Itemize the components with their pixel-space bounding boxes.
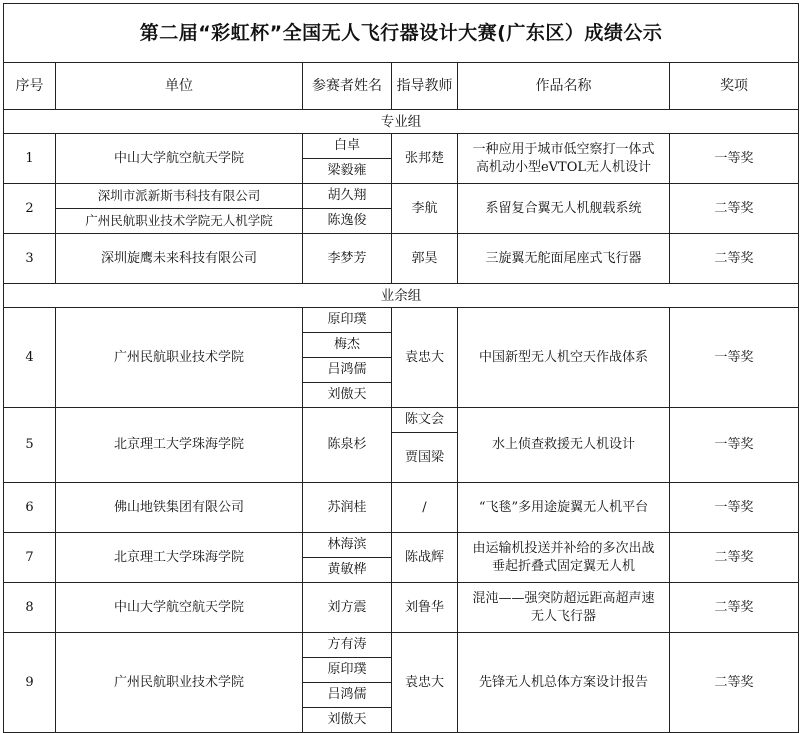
work-title-cell bbox=[458, 583, 670, 633]
unit-cell: 广州民航职业技术学院无人机学院 bbox=[56, 209, 303, 234]
table-row bbox=[4, 184, 799, 209]
results-document bbox=[3, 3, 798, 733]
award-cell: 一等奖 bbox=[670, 134, 799, 184]
group-row bbox=[4, 284, 799, 308]
participant-cell: 原印璞 bbox=[303, 308, 392, 333]
teacher-cell: / bbox=[392, 483, 458, 533]
unit-cell: 中山大学航空航天学院 bbox=[56, 583, 303, 633]
participant-cell: 刘傲天 bbox=[303, 383, 392, 408]
teacher-cell: 陈战辉 bbox=[392, 533, 458, 583]
award-cell: 一等奖 bbox=[670, 483, 799, 533]
group-label: 专业组 bbox=[4, 110, 799, 134]
results-table bbox=[3, 3, 799, 733]
group-label: 业余组 bbox=[4, 284, 799, 308]
participant-cell: 林海滨 bbox=[303, 533, 392, 558]
row-number: 4 bbox=[4, 308, 56, 408]
unit-cell: 深圳旋鹰未来科技有限公司 bbox=[56, 234, 303, 284]
work-title-line: 中国新型无人机空天作战体系 bbox=[478, 349, 648, 365]
work-title-line: 一种应用于城市低空察打一体式 bbox=[472, 141, 655, 157]
award-cell: 二等奖 bbox=[670, 583, 799, 633]
work-title-cell bbox=[458, 308, 670, 408]
participant-cell: 陈泉杉 bbox=[303, 408, 392, 483]
participant-cell: 陈逸俊 bbox=[303, 209, 392, 234]
participant-cell: 胡久翔 bbox=[303, 184, 392, 209]
participant-cell: 梅杰 bbox=[303, 333, 392, 358]
header-unit: 单位 bbox=[56, 63, 303, 110]
work-title-cell bbox=[458, 184, 670, 234]
participant-cell: 白卓 bbox=[303, 134, 392, 159]
work-title-line: 水上侦查救援无人机设计 bbox=[491, 437, 635, 452]
work-title-line: 无人飞行器 bbox=[530, 608, 596, 624]
table-row bbox=[4, 408, 799, 433]
work-title-cell bbox=[458, 408, 670, 483]
teacher-cell: 贾国梁 bbox=[392, 433, 458, 483]
row-number: 5 bbox=[4, 408, 56, 483]
teacher-cell: 李航 bbox=[392, 184, 458, 234]
page-title: 第二届“彩虹杯”全国无人飞行器设计大赛(广东区）成绩公示 bbox=[4, 4, 799, 63]
teacher-cell: 袁忠大 bbox=[392, 308, 458, 408]
unit-cell: 中山大学航空航天学院 bbox=[56, 134, 303, 184]
header-row bbox=[4, 63, 799, 110]
participant-cell: 黄敏桦 bbox=[303, 558, 392, 583]
unit-cell: 广州民航职业技术学院 bbox=[56, 308, 303, 408]
header-work: 作品名称 bbox=[458, 63, 670, 110]
work-title-line: “飞毯”多用途旋翼无人机平台 bbox=[478, 499, 649, 515]
header-participants: 参赛者姓名 bbox=[303, 63, 392, 110]
award-cell: 二等奖 bbox=[670, 184, 799, 234]
award-cell: 二等奖 bbox=[670, 234, 799, 284]
table-row bbox=[4, 633, 799, 658]
participant-cell: 苏润桂 bbox=[303, 483, 392, 533]
teacher-cell: 张邦楚 bbox=[392, 134, 458, 184]
unit-cell: 深圳市派新斯韦科技有限公司 bbox=[56, 184, 303, 209]
work-title-line: 垂起折叠式固定翼无人机 bbox=[491, 558, 635, 574]
participant-cell: 梁毅雍 bbox=[303, 159, 392, 184]
table-row bbox=[4, 533, 799, 558]
participant-cell: 李梦芳 bbox=[303, 234, 392, 284]
teacher-cell: 刘鲁华 bbox=[392, 583, 458, 633]
row-number: 2 bbox=[4, 184, 56, 234]
work-title-cell bbox=[458, 533, 670, 583]
award-cell: 一等奖 bbox=[670, 408, 799, 483]
participant-cell: 吕鸿儒 bbox=[303, 683, 392, 708]
teacher-cell: 郭昊 bbox=[392, 234, 458, 284]
table-row bbox=[4, 234, 799, 259]
work-title-cell bbox=[458, 234, 670, 284]
work-title-line: 高机动小型eVTOL无人机设计 bbox=[475, 159, 652, 175]
table-row bbox=[4, 308, 799, 333]
work-title-line: 先锋无人机总体方案设计报告 bbox=[478, 674, 648, 690]
row-number: 8 bbox=[4, 583, 56, 633]
participant-cell: 方有涛 bbox=[303, 633, 392, 658]
unit-cell: 广州民航职业技术学院 bbox=[56, 633, 303, 733]
row-number: 9 bbox=[4, 633, 56, 733]
row-number: 7 bbox=[4, 533, 56, 583]
table-row bbox=[4, 583, 799, 608]
work-title-line: 三旋翼无舵面尾座式飞行器 bbox=[485, 250, 642, 266]
teacher-cell: 陈文会 bbox=[392, 408, 458, 433]
header-award: 奖项 bbox=[670, 63, 799, 110]
work-title-cell bbox=[458, 134, 670, 184]
award-cell: 二等奖 bbox=[670, 533, 799, 583]
row-number: 6 bbox=[4, 483, 56, 533]
work-title-cell bbox=[458, 483, 670, 533]
participant-cell: 刘傲天 bbox=[303, 708, 392, 733]
participant-cell: 刘方震 bbox=[303, 583, 392, 633]
work-title-line: 由运输机投送并补给的多次出战 bbox=[472, 540, 655, 556]
table-row bbox=[4, 483, 799, 508]
work-title-line: 系留复合翼无人机舰载系统 bbox=[485, 200, 642, 216]
participant-cell: 吕鸿儒 bbox=[303, 358, 392, 383]
header-no: 序号 bbox=[4, 63, 56, 110]
teacher-cell: 袁忠大 bbox=[392, 633, 458, 733]
unit-cell: 北京理工大学珠海学院 bbox=[56, 408, 303, 483]
participant-cell: 原印璞 bbox=[303, 658, 392, 683]
award-cell: 一等奖 bbox=[670, 308, 799, 408]
unit-cell: 佛山地铁集团有限公司 bbox=[56, 483, 303, 533]
work-title-line: 混沌——强突防超远距高超声速 bbox=[472, 590, 655, 606]
group-row bbox=[4, 110, 799, 134]
table-row bbox=[4, 134, 799, 159]
unit-cell: 北京理工大学珠海学院 bbox=[56, 533, 303, 583]
award-cell: 二等奖 bbox=[670, 633, 799, 733]
row-number: 1 bbox=[4, 134, 56, 184]
header-teacher: 指导教师 bbox=[392, 63, 458, 110]
row-number: 3 bbox=[4, 234, 56, 284]
